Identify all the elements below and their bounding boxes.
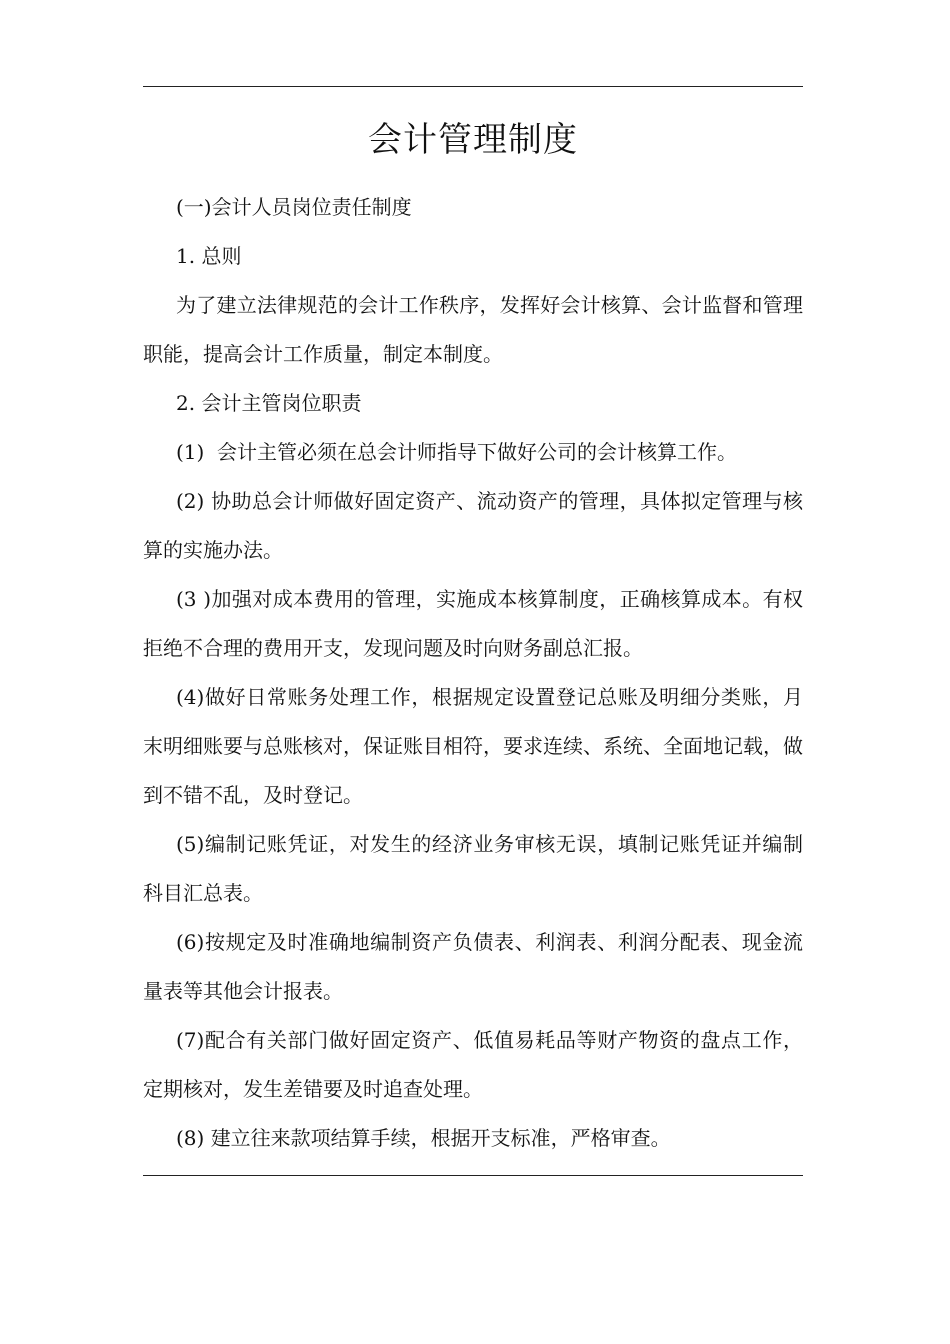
list-item: (3 )加强对成本费用的管理，实施成本核算制度，正确核算成本。有权拒绝不合理的费用开支，发现问题及时向财务副总汇报。 <box>143 587 803 660</box>
subsection-heading: 2. 会计主管岗位职责 <box>176 391 362 415</box>
section-heading: (一)会计人员岗位责任制度 <box>176 195 412 219</box>
header-rule <box>143 86 803 87</box>
body-paragraph: 为了建立法律规范的会计工作秩序，发挥好会计核算、会计监督和管理职能，提高会计工作质量，制定本制度。 <box>143 293 803 366</box>
list-item: (8) 建立往来款项结算手续，根据开支标准，严格审查。 <box>176 1126 671 1150</box>
list-item: (5)编制记账凭证，对发生的经济业务审核无误，填制记账凭证并编制科目汇总表。 <box>143 832 803 905</box>
list-item: (6)按规定及时准确地编制资产负债表、利润表、利润分配表、现金流量表等其他会计报表。 <box>143 930 803 1003</box>
footer-rule <box>143 1175 803 1176</box>
list-item: (1) 会计主管必须在总会计师指导下做好公司的会计核算工作。 <box>176 440 738 464</box>
list-item: (7)配合有关部门做好固定资产、低值易耗品等财产物资的盘点工作，定期核对，发生差错要及时追查处理。 <box>143 1028 803 1101</box>
document-title: 会计管理制度 <box>368 120 578 160</box>
subsection-heading: 1. 总则 <box>176 244 242 268</box>
list-item: (2) 协助总会计师做好固定资产、流动资产的管理，具体拟定管理与核算的实施办法。 <box>143 489 803 562</box>
document-body <box>143 183 803 1163</box>
list-item: (4)做好日常账务处理工作，根据规定设置登记总账及明细分类账，月末明细账要与总账核对，保证账目相符，要求连续、系统、全面地记载，做到不错不乱，及时登记。 <box>143 685 803 807</box>
